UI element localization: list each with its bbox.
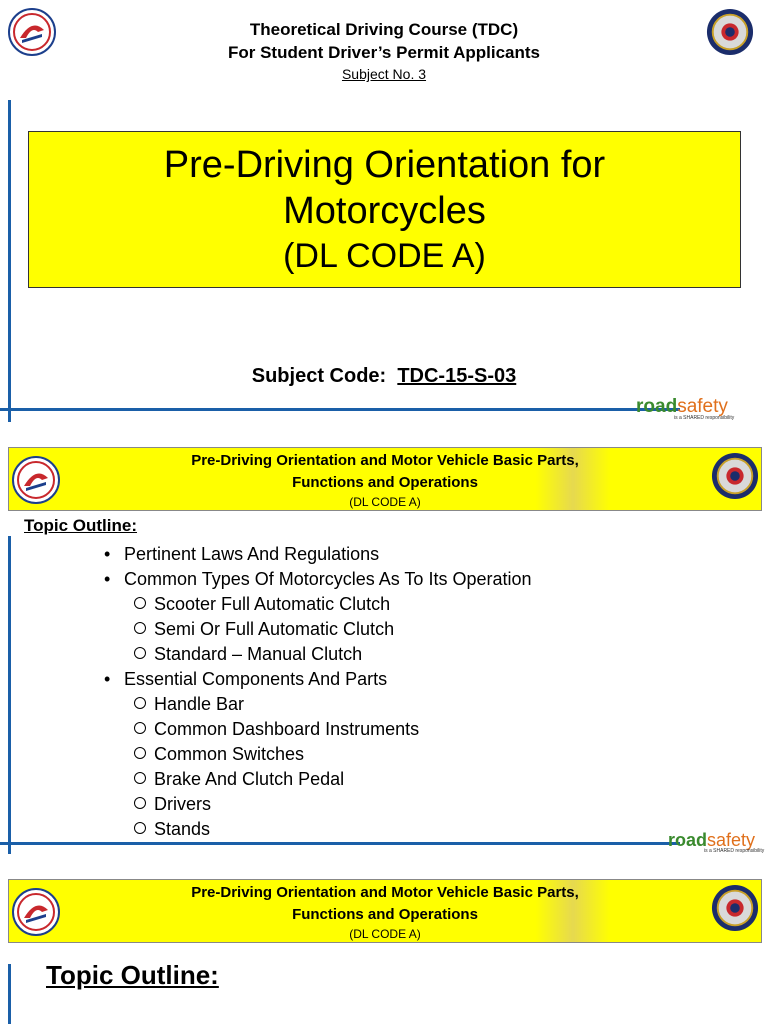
course-subtitle: For Student Driver’s Permit Applicants xyxy=(227,43,541,62)
outline-item-text: Brake And Clutch Pedal xyxy=(154,769,345,789)
outline-subitem xyxy=(104,617,532,642)
outline-item-text: Drivers xyxy=(154,794,211,814)
dotc-seal-icon xyxy=(12,888,60,936)
outline-item-text: Semi Or Full Automatic Clutch xyxy=(154,619,395,639)
circle-bullet-icon xyxy=(134,622,146,634)
topic-outline-heading: Topic Outline: xyxy=(24,516,138,535)
banner-line3: (DL CODE A) xyxy=(349,927,421,941)
roadsafety-logo: roadsafety is a SHARED responsibility xyxy=(636,396,735,421)
banner-line2: Functions and Operations xyxy=(292,474,478,491)
subject-code xyxy=(0,365,768,388)
circle-bullet-icon xyxy=(134,772,146,784)
slide-topic-outline-1 xyxy=(0,432,768,864)
bullet-icon: • xyxy=(104,544,111,564)
outline-item-text: Standard – Manual Clutch xyxy=(154,644,363,664)
dotc-seal-icon xyxy=(12,456,60,504)
outline-subitem xyxy=(104,742,532,767)
slide-title-line2: Motorcycles xyxy=(283,190,486,232)
circle-bullet-icon xyxy=(134,797,146,809)
left-rule xyxy=(8,536,11,854)
title-box xyxy=(28,131,741,288)
bottom-rule xyxy=(0,408,680,411)
outline-subitem xyxy=(104,692,532,717)
circle-bullet-icon xyxy=(134,647,146,659)
outline-subitem xyxy=(104,817,532,842)
banner-line1: Pre-Driving Orientation and Motor Vehicle Basic Parts, xyxy=(191,452,579,469)
outline-subitem xyxy=(104,767,532,792)
roadsafety-logo: roadsafety is a SHARED responsibility xyxy=(668,830,765,854)
outline-item-text: Stands xyxy=(154,819,211,839)
lto-seal-icon xyxy=(711,884,759,932)
outline-item-text: Common Switches xyxy=(154,744,305,764)
outline-item-text: Common Types Of Motorcycles As To Its Operation xyxy=(124,569,532,589)
subject-code-label: Subject Code: xyxy=(251,365,387,387)
banner-line1: Pre-Driving Orientation and Motor Vehicle Basic Parts, xyxy=(191,884,579,901)
outline-item xyxy=(104,567,532,592)
circle-bullet-icon xyxy=(134,722,146,734)
lto-seal-icon xyxy=(711,452,759,500)
topic-outline-heading: Topic Outline: xyxy=(46,960,219,990)
circle-bullet-icon xyxy=(134,697,146,709)
banner-line2: Functions and Operations xyxy=(292,906,478,923)
header-banner xyxy=(8,447,762,511)
outline-item-text: Common Dashboard Instruments xyxy=(154,719,420,739)
outline-subitem xyxy=(104,642,532,667)
outline-item-text: Scooter Full Automatic Clutch xyxy=(154,594,391,614)
subject-code-value: TDC-15-S-03 xyxy=(397,365,517,387)
circle-bullet-icon xyxy=(134,597,146,609)
outline-item xyxy=(104,667,532,692)
outline-item-text: Handle Bar xyxy=(154,694,245,714)
circle-bullet-icon xyxy=(134,822,146,834)
slide-title-line3: (DL CODE A) xyxy=(283,237,486,275)
subject-number: Subject No. 3 xyxy=(341,66,427,82)
banner-line3: (DL CODE A) xyxy=(349,495,421,509)
bullet-icon: • xyxy=(104,669,111,689)
outline-item xyxy=(104,542,532,567)
topic-outline-list xyxy=(104,542,532,842)
left-rule xyxy=(8,964,11,1024)
outline-subitem xyxy=(104,717,532,742)
outline-item-text: Pertinent Laws And Regulations xyxy=(124,544,380,564)
slide-title xyxy=(0,0,768,432)
course-title: Theoretical Driving Course (TDC) xyxy=(249,20,519,39)
header-banner xyxy=(8,879,762,943)
bullet-icon: • xyxy=(104,569,111,589)
slide-title-line1: Pre-Driving Orientation for xyxy=(163,144,606,186)
circle-bullet-icon xyxy=(134,747,146,759)
slide-topic-outline-2 xyxy=(0,864,768,1024)
bottom-rule xyxy=(0,842,680,845)
outline-item-text: Essential Components And Parts xyxy=(124,669,388,689)
outline-subitem xyxy=(104,792,532,817)
outline-subitem xyxy=(104,592,532,617)
